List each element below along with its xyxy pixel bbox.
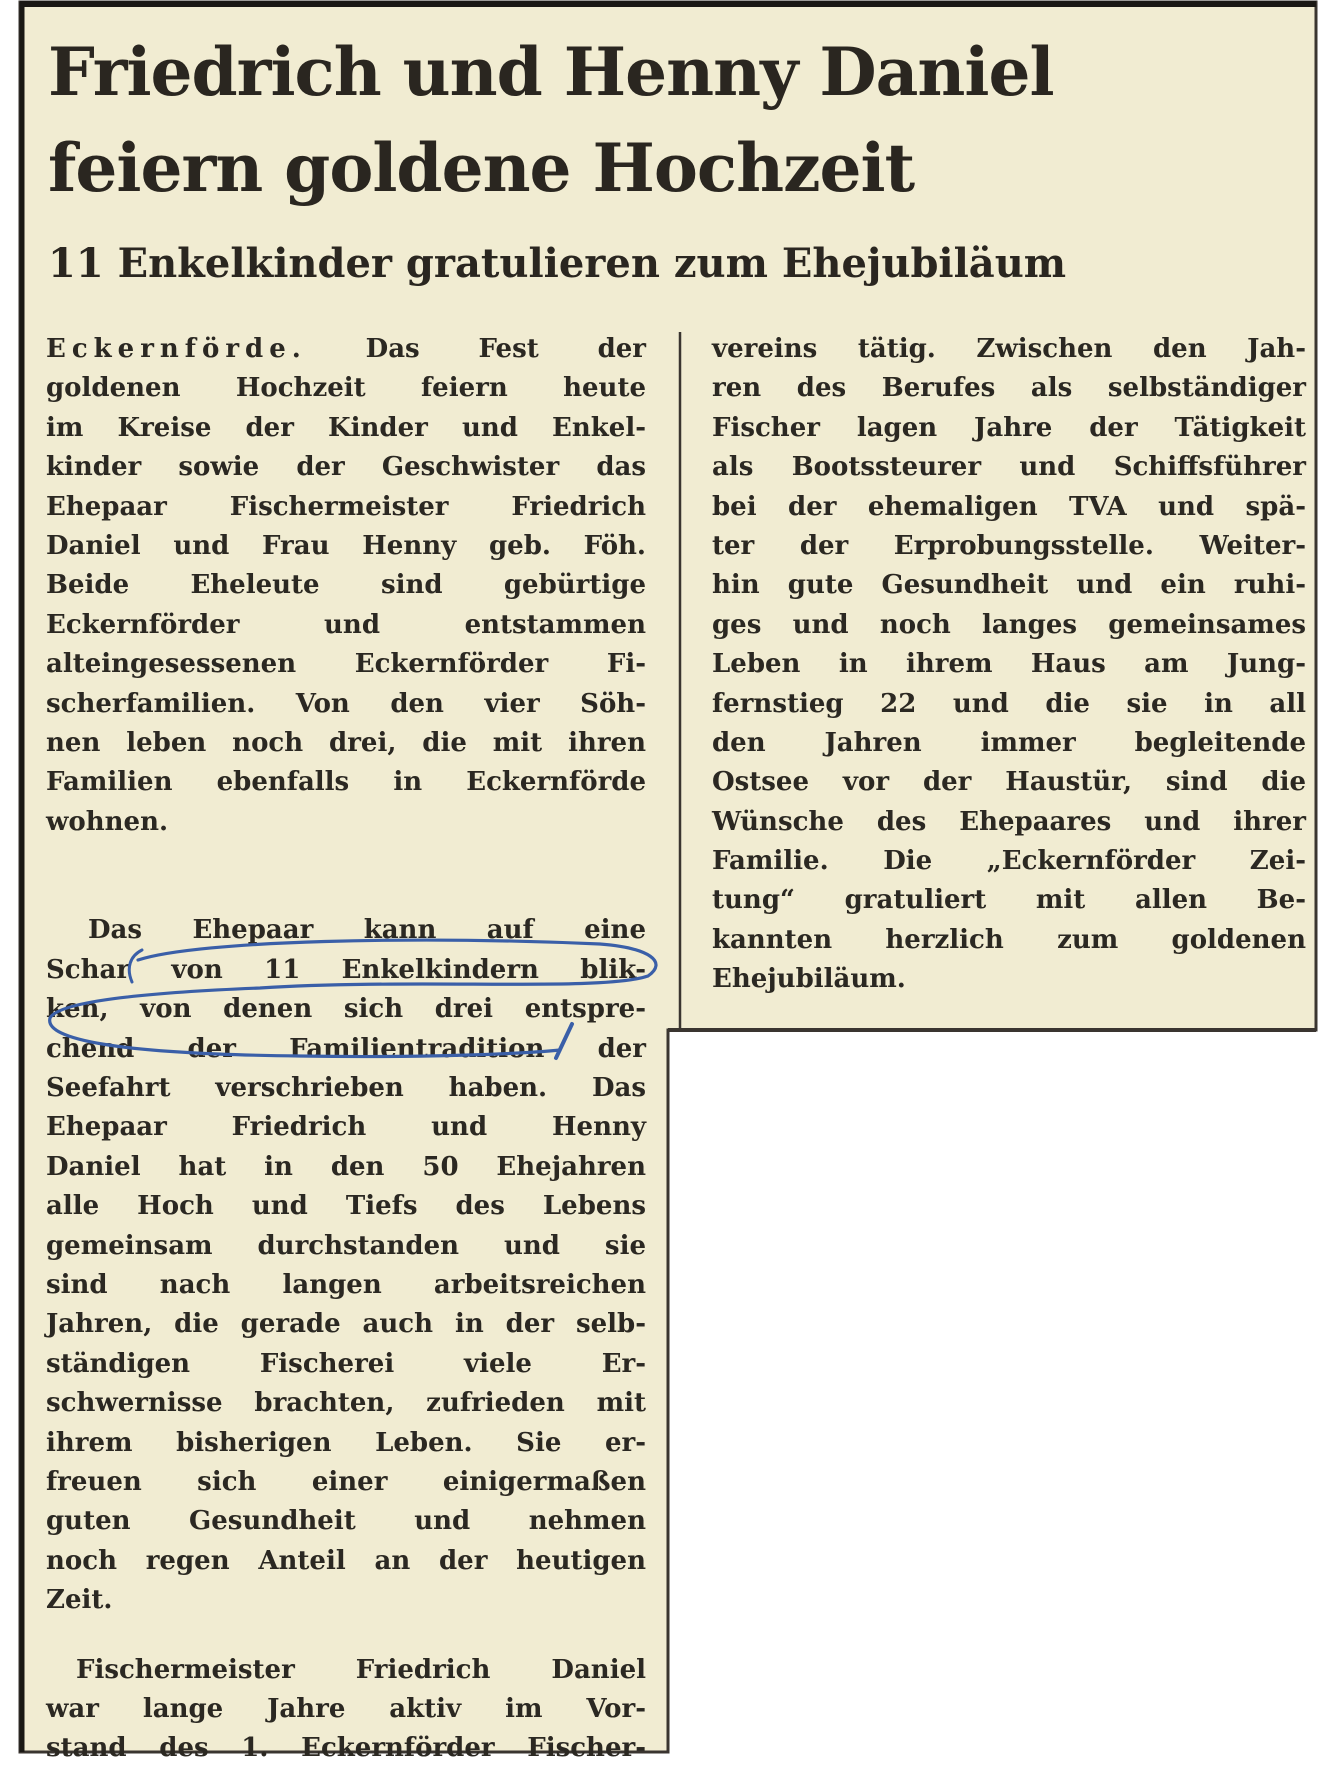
text-line: freuen sich einer einigermaßen bbox=[46, 1466, 646, 1497]
text-line: Ehepaar Fischermeister Friedrich bbox=[46, 491, 646, 522]
text-line: Das Ehepaar kann auf eine bbox=[88, 915, 646, 946]
text-line: goldenen Hochzeit feiern heute bbox=[46, 373, 646, 404]
text-line: Seefahrt verschrieben haben. Das bbox=[46, 1073, 646, 1104]
text-line: Ehepaar Friedrich und Henny bbox=[46, 1112, 646, 1143]
text-line: Zeit. bbox=[46, 1585, 113, 1616]
article-column-left bbox=[46, 330, 646, 1769]
text-line: Jahren, die gerade auch in der selb- bbox=[46, 1309, 646, 1340]
text-line: Leben in ihrem Haus am Jung- bbox=[712, 649, 1306, 680]
text-line: wohnen. bbox=[46, 806, 169, 837]
text-line: ken, von denen sich drei entspre- bbox=[46, 994, 646, 1025]
headline-line-2: feiern goldene Hochzeit bbox=[48, 129, 915, 207]
text-line: alle Hoch und Tiefs des Lebens bbox=[46, 1191, 646, 1222]
text-line: vereins tätig. Zwischen den Jah- bbox=[712, 334, 1306, 364]
text-line: tung“ gratuliert mit allen Be- bbox=[712, 885, 1306, 916]
text-line: fernstieg 22 und die sie in all bbox=[712, 688, 1306, 719]
text-line: alteingesessenen Eckernförder Fi- bbox=[46, 649, 646, 680]
text-line: Daniel und Frau Henny geb. Föh. bbox=[46, 530, 646, 561]
text-line: ges und noch langes gemeinsames bbox=[712, 609, 1306, 640]
text-line: guten Gesundheit und nehmen bbox=[46, 1506, 646, 1537]
text-line: ren des Berufes als selbständiger bbox=[712, 373, 1306, 404]
text-line: Fischer lagen Jahre der Tätigkeit bbox=[712, 412, 1306, 443]
dateline-continuation: Das Fest der bbox=[306, 334, 646, 364]
paragraph-gap bbox=[46, 1621, 646, 1651]
text-line: scherfamilien. Von den vier Söh- bbox=[46, 688, 646, 719]
text-line: ter der Erprobungsstelle. Weiter- bbox=[712, 530, 1306, 561]
text-line: bei der ehemaligen TVA und spä- bbox=[712, 491, 1306, 522]
text-line bbox=[46, 842, 646, 881]
text-line: Wünsche des Ehepaares und ihrer bbox=[712, 806, 1306, 837]
text-line: Daniel hat in den 50 Ehejahren bbox=[46, 1151, 646, 1182]
text-line: Fischermeister Friedrich Daniel bbox=[76, 1654, 646, 1685]
text-line: Beide Eheleute sind gebürtige bbox=[46, 570, 646, 601]
text-line: Familien ebenfalls in Eckernförde bbox=[46, 767, 646, 798]
paragraph bbox=[46, 911, 646, 1620]
paragraph bbox=[46, 1651, 646, 1769]
text-line: Eckernförder und entstammen bbox=[46, 609, 646, 640]
text-line: stand des 1. Eckernförder Fischer- bbox=[46, 1733, 646, 1764]
text-line bbox=[46, 330, 646, 369]
text-line: ihrem bisherigen Leben. Sie er- bbox=[46, 1427, 646, 1458]
text-line: ständigen Fischerei viele Er- bbox=[46, 1348, 646, 1379]
text-line: Schar von 11 Enkelkindern blik- bbox=[46, 954, 646, 985]
paragraph bbox=[712, 330, 1306, 1000]
text-line: Ostsee vor der Haustür, sind die bbox=[712, 767, 1306, 798]
headline-line-1: Friedrich und Henny Daniel bbox=[48, 33, 1054, 111]
text-line: chend der Familientradition der bbox=[46, 1033, 646, 1064]
text-line: kannten herzlich zum goldenen bbox=[712, 924, 1306, 955]
text-line: schwernisse brachten, zufrieden mit bbox=[46, 1388, 646, 1419]
article-headline bbox=[48, 24, 1248, 216]
paragraph bbox=[46, 330, 646, 881]
text-line: hin gute Gesundheit und ein ruhi- bbox=[712, 570, 1306, 601]
text-line: nen leben noch drei, die mit ihren bbox=[46, 727, 646, 758]
dateline: Eckernförde. bbox=[46, 334, 307, 364]
text-line: den Jahren immer begleitende bbox=[712, 727, 1306, 758]
article-subheadline: 11 Enkelkinder gratulieren zum Ehejubiläum bbox=[48, 240, 1067, 287]
text-line: Ehejubiläum. bbox=[712, 964, 906, 995]
text-line: noch regen Anteil an der heutigen bbox=[46, 1545, 646, 1576]
text-line: sind nach langen arbeitsreichen bbox=[46, 1269, 646, 1300]
paragraph-gap bbox=[46, 881, 646, 911]
text-line: im Kreise der Kinder und Enkel- bbox=[46, 412, 646, 443]
text-line: kinder sowie der Geschwister das bbox=[46, 452, 646, 483]
text-line: Familie. Die „Eckernförder Zei- bbox=[712, 846, 1306, 877]
text-line: war lange Jahre aktiv im Vor- bbox=[46, 1693, 646, 1724]
text-line: als Bootssteurer und Schiffsführer bbox=[712, 452, 1306, 483]
text-line: gemeinsam durchstanden und sie bbox=[46, 1230, 646, 1261]
article-column-right bbox=[712, 330, 1306, 1000]
